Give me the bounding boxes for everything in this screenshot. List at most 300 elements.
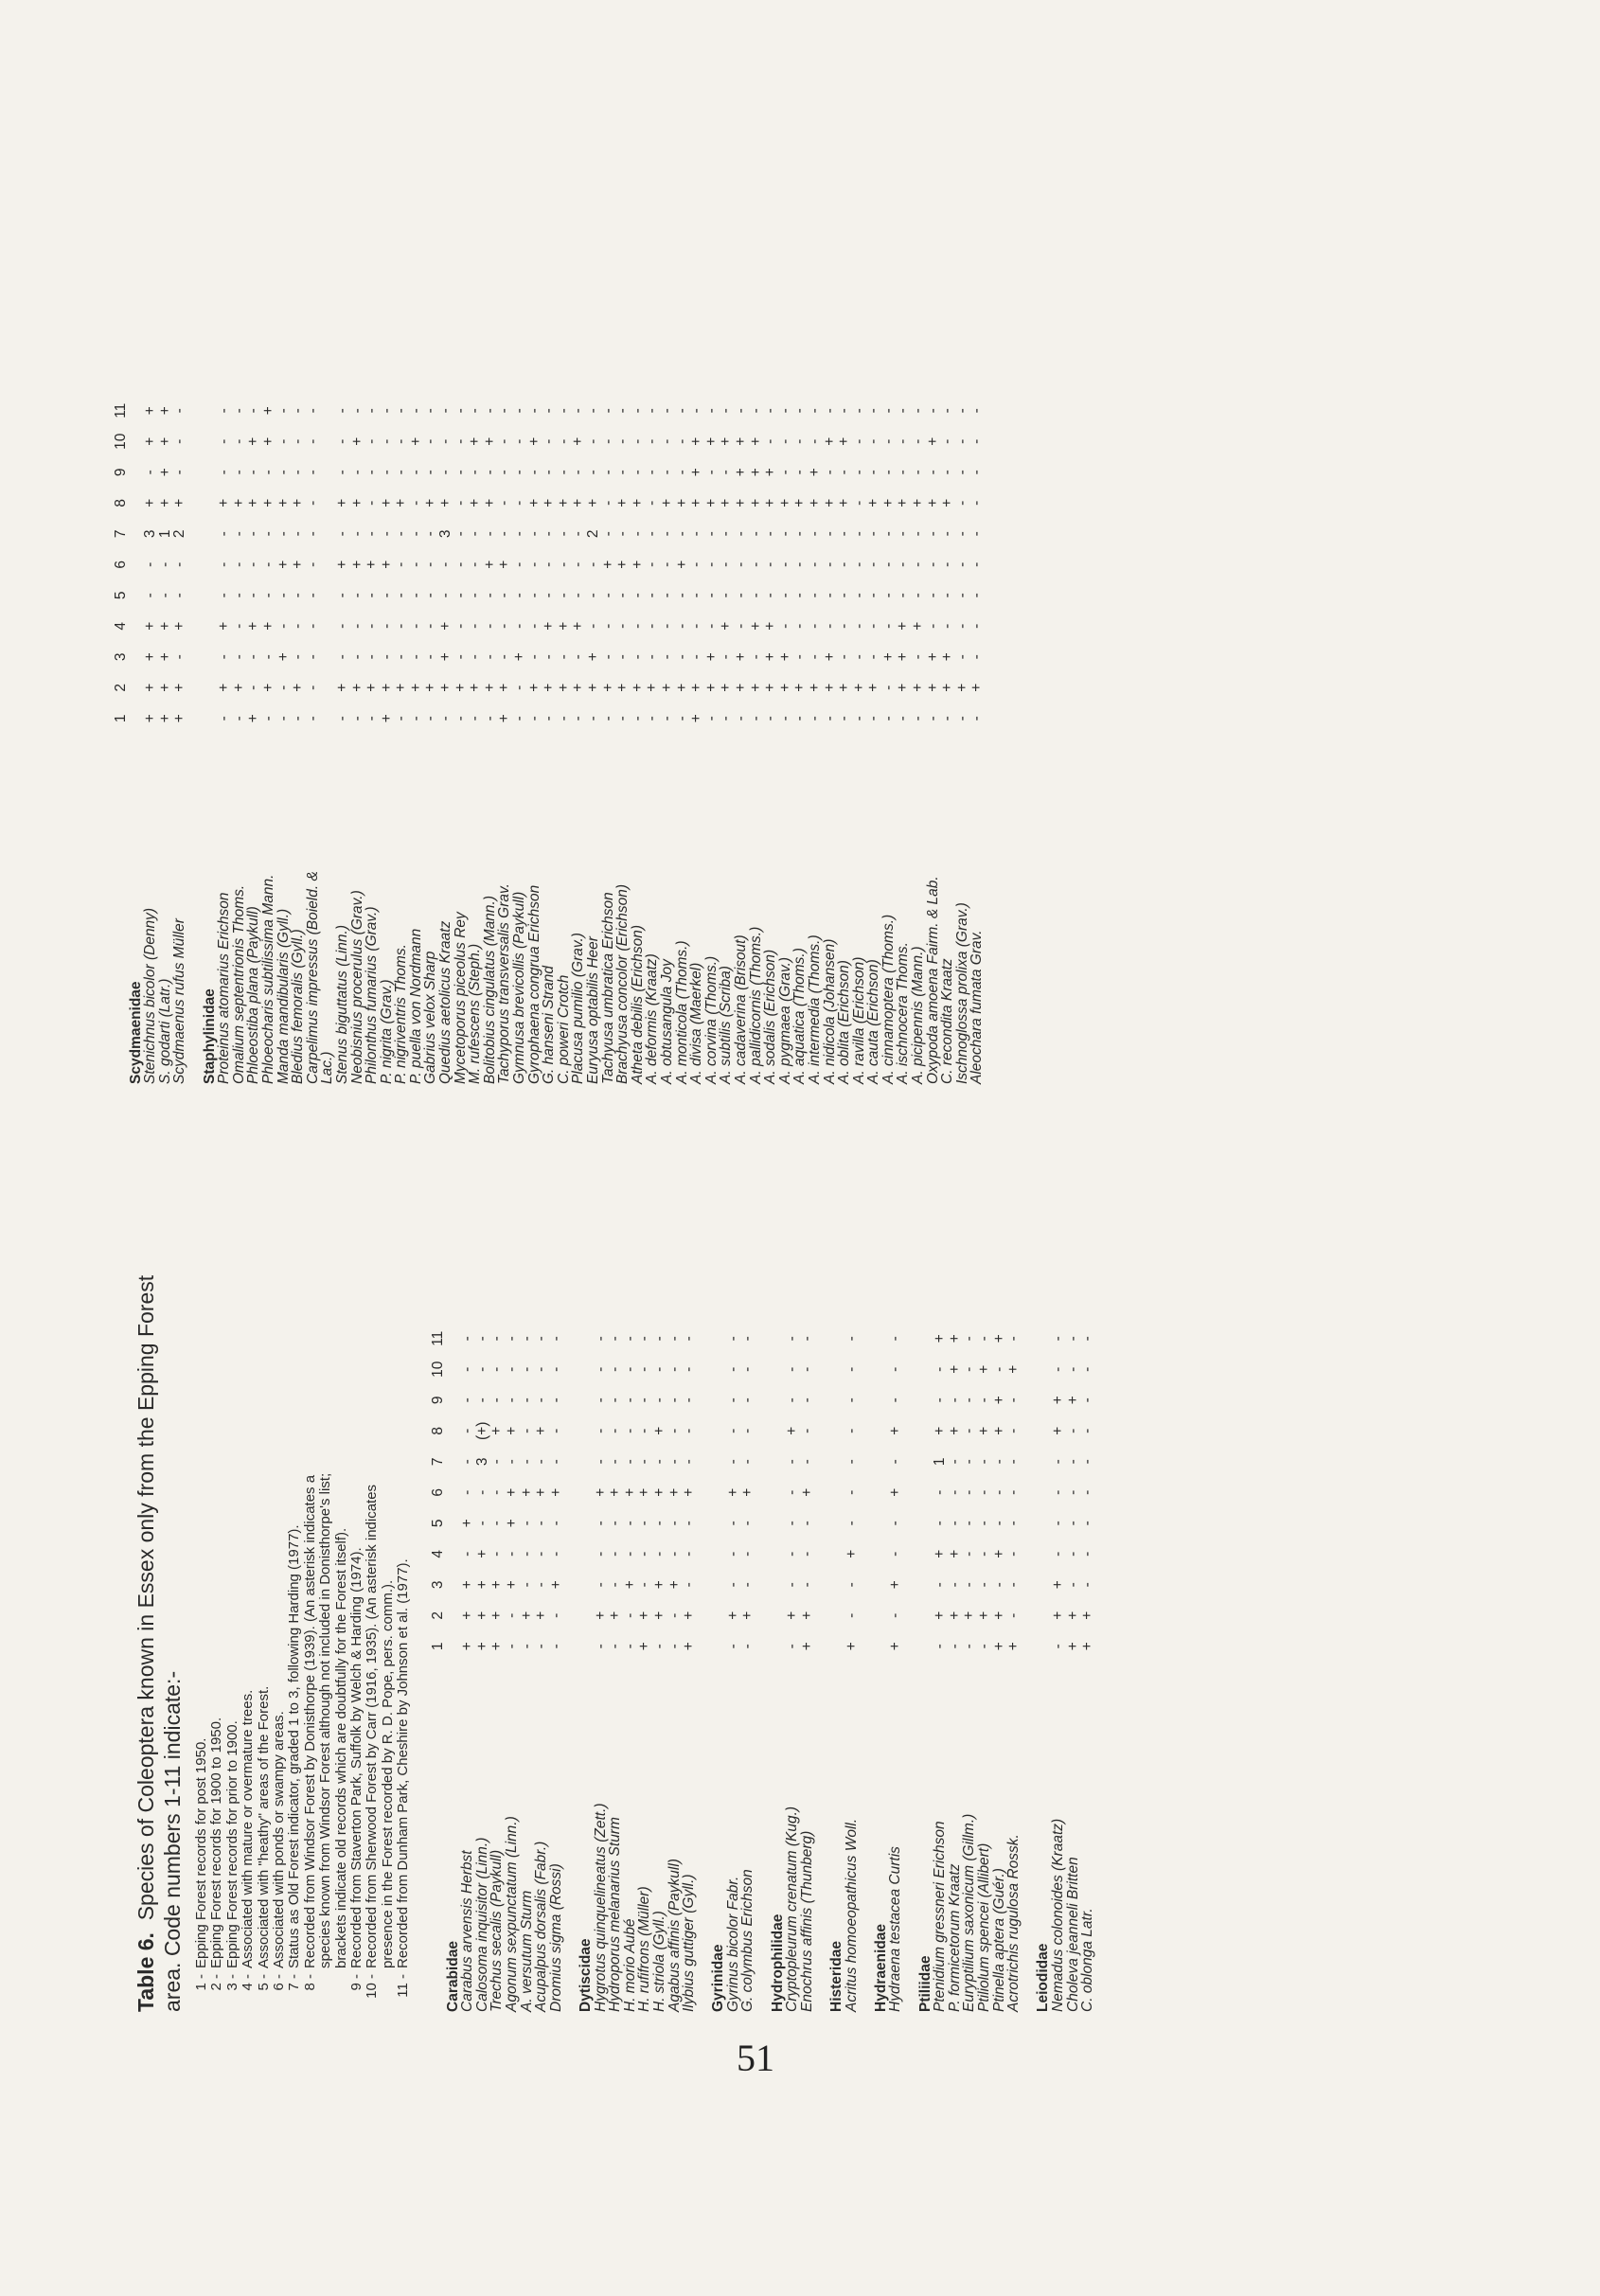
code-cell: -: [791, 531, 809, 537]
code-cell: -: [702, 623, 720, 629]
code-cell: -: [975, 1489, 992, 1495]
code-cell: -: [673, 593, 690, 598]
code-cell: -: [969, 654, 986, 660]
code-cell: -: [961, 1336, 978, 1342]
table-caption-2: area. Code numbers 1-11 indicate:-: [160, 1670, 185, 2012]
code-cell: +: [821, 498, 838, 507]
code-cell: -: [592, 1551, 609, 1557]
note-line: [240, 970, 256, 2012]
family-heading: [829, 1324, 844, 2013]
code-cell: -: [636, 1551, 653, 1557]
code-cell: -: [585, 408, 601, 414]
code-cell: -: [681, 1428, 698, 1433]
species-row: [143, 396, 158, 1085]
code-cell: -: [776, 716, 793, 721]
code-cell: -: [621, 1644, 638, 1649]
code-cell: -: [895, 438, 912, 444]
code-cell: -: [230, 531, 247, 537]
species-name: Quedius aetolicus Kraatz: [437, 920, 454, 1084]
species-row: [837, 396, 852, 1085]
species-name: Agabus affinis (Paykull): [666, 1859, 683, 2012]
code-cell: -: [614, 408, 631, 414]
species-row: [586, 396, 601, 1085]
species-name: A. aquatica (Thoms.): [791, 948, 809, 1084]
code-cell: -: [843, 1521, 860, 1526]
code-cell: +: [762, 683, 779, 692]
code-cell: -: [975, 1644, 992, 1649]
note-number: 2 -: [208, 1974, 225, 1991]
code-cell: +: [806, 498, 823, 507]
code-cell: -: [304, 531, 321, 537]
species-name: A. cauta (Erichson): [865, 959, 882, 1084]
code-cell: -: [843, 1366, 860, 1372]
code-cell: -: [629, 531, 646, 537]
code-cell: -: [585, 593, 601, 598]
code-cell: +: [650, 1580, 667, 1590]
code-cell: +: [275, 498, 292, 507]
species-row: [534, 1324, 549, 2013]
code-cell: -: [1064, 1551, 1081, 1557]
code-cell: +: [378, 714, 395, 723]
column-header: 9: [113, 468, 129, 477]
code-cell: -: [422, 623, 439, 629]
code-cell: -: [518, 1336, 535, 1342]
code-cell: -: [142, 593, 159, 598]
species-name: C. poweri Crotch: [555, 974, 572, 1084]
code-cell: -: [681, 1397, 698, 1403]
code-cell: +: [776, 652, 793, 662]
code-cell: -: [806, 623, 823, 629]
code-cell: +: [570, 683, 587, 692]
code-cell: -: [348, 654, 365, 660]
species-row: [682, 1324, 697, 2013]
code-cell: +: [503, 1487, 520, 1497]
code-cell: -: [650, 1459, 667, 1465]
code-cell: -: [614, 716, 631, 721]
species-name: H. rufifrons (Müller): [636, 1886, 653, 2012]
code-notes: [194, 970, 412, 2012]
code-cell: -: [364, 654, 381, 660]
code-cell: +: [636, 1642, 653, 1651]
code-cell: +: [533, 1611, 550, 1620]
code-cell: -: [776, 561, 793, 567]
species-name: Carabus arvensis Herbst: [459, 1850, 476, 2012]
species-name: H. striola (Gyll.): [650, 1911, 667, 2012]
species-name: A. oblita (Erichson): [836, 960, 853, 1084]
code-cell: -: [961, 1428, 978, 1433]
code-cell: +: [895, 621, 912, 631]
species-row: [749, 396, 764, 1085]
code-cell: -: [924, 716, 941, 721]
code-cell: +: [459, 1642, 476, 1651]
column-header: 1: [113, 714, 129, 723]
code-cell: -: [555, 561, 572, 567]
code-cell: -: [407, 500, 424, 506]
code-cell: -: [393, 654, 410, 660]
species-row: [800, 1324, 815, 2013]
family-heading: [578, 1324, 594, 2013]
code-cell: -: [459, 1397, 476, 1403]
code-cell: +: [171, 683, 188, 692]
code-cell: +: [541, 498, 558, 507]
code-cell: +: [739, 1611, 756, 1620]
code-cell: -: [503, 1644, 520, 1649]
code-cell: -: [275, 593, 292, 598]
code-cell: -: [348, 623, 365, 629]
code-cell: +: [378, 498, 395, 507]
code-cell: -: [275, 716, 292, 721]
code-cell: +: [290, 498, 307, 507]
species-row: [438, 396, 453, 1085]
species-name: Hygrotus quinquelineatus (Zett.): [592, 1803, 609, 2012]
code-cell: +: [156, 652, 173, 662]
code-cell: -: [481, 593, 498, 598]
code-cell: -: [555, 531, 572, 537]
species-row: [652, 1324, 667, 2013]
code-cell: -: [975, 1459, 992, 1465]
column-header: 8: [113, 498, 129, 507]
code-cell: +: [946, 1611, 963, 1620]
column-header: 5: [430, 1519, 446, 1528]
code-cell: +: [762, 621, 779, 631]
code-cell: -: [739, 1397, 756, 1403]
family-name: Ptiliidae: [916, 1955, 933, 2012]
code-cell: +: [732, 683, 749, 692]
species-name: A. picipennis (Mann.): [910, 946, 927, 1084]
code-cell: -: [378, 623, 395, 629]
species-row: [1080, 1324, 1095, 2013]
code-cell: +: [1079, 1611, 1096, 1620]
code-cell: -: [275, 685, 292, 690]
code-cell: -: [673, 470, 690, 475]
code-cell: -: [275, 470, 292, 475]
code-cell: -: [533, 1366, 550, 1372]
code-cell: -: [1064, 1366, 1081, 1372]
code-cell: +: [650, 1611, 667, 1620]
code-cell: -: [518, 1366, 535, 1372]
code-cell: -: [724, 1336, 741, 1342]
species-row: [380, 396, 395, 1085]
code-cell: -: [990, 1489, 1007, 1495]
code-cell: +: [688, 498, 705, 507]
species-name: Placusa pumilio (Grav.): [570, 933, 587, 1084]
code-cell: -: [953, 470, 970, 475]
code-cell: -: [887, 1459, 904, 1465]
species-row: [888, 1324, 903, 2013]
species-row: [261, 396, 276, 1085]
note-number: 10 -: [364, 1974, 381, 1999]
code-cell: -: [364, 531, 381, 537]
code-cell: -: [975, 1397, 992, 1403]
code-cell: -: [747, 408, 764, 414]
species-row: [608, 1324, 623, 2013]
code-cell: -: [850, 716, 867, 721]
code-cell: -: [644, 470, 661, 475]
code-cell: -: [525, 716, 542, 721]
code-cell: -: [614, 438, 631, 444]
code-cell: +: [1079, 1642, 1096, 1651]
code-cell: -: [865, 623, 882, 629]
code-cell: -: [724, 1521, 741, 1526]
species-row: [637, 1324, 652, 2013]
code-cell: -: [806, 408, 823, 414]
note-number: [381, 1968, 396, 2012]
code-cell: -: [304, 500, 321, 506]
code-cell: +: [156, 621, 173, 631]
code-cell: -: [666, 1612, 683, 1618]
code-cell: -: [880, 438, 897, 444]
code-cell: -: [658, 561, 675, 567]
code-cell: -: [216, 531, 233, 537]
code-cell: -: [910, 531, 927, 537]
code-cell: -: [459, 1459, 476, 1465]
note-line: [225, 970, 240, 2012]
code-cell: -: [393, 561, 410, 567]
code-cell: +: [142, 683, 159, 692]
code-cell: -: [975, 1551, 992, 1557]
code-cell: -: [658, 408, 675, 414]
code-cell: +: [555, 498, 572, 507]
code-cell: +: [333, 498, 350, 507]
code-cell: -: [961, 1582, 978, 1588]
column-header: 5: [113, 591, 129, 600]
code-cell: -: [666, 1336, 683, 1342]
code-cell: -: [644, 500, 661, 506]
note-line: [209, 970, 224, 2012]
code-cell: -: [1049, 1644, 1066, 1649]
code-cell: -: [953, 654, 970, 660]
note-number: 1 -: [193, 1974, 209, 1991]
code-cell: -: [378, 408, 395, 414]
code-cell: -: [348, 593, 365, 598]
code-cell: +: [644, 683, 661, 692]
code-cell: +: [836, 683, 853, 692]
code-cell: -: [880, 716, 897, 721]
species-name: Acrotrichis rugulosa Rossk.: [1005, 1834, 1022, 2012]
code-cell: -: [939, 716, 956, 721]
code-cell: [320, 703, 335, 735]
code-cell: -: [230, 593, 247, 598]
code-cell: -: [518, 1459, 535, 1465]
code-cell: -: [821, 593, 838, 598]
code-cell: -: [658, 716, 675, 721]
code-cell: +: [614, 683, 631, 692]
code-cell: -: [422, 561, 439, 567]
code-cell: -: [739, 1428, 756, 1433]
code-cell: -: [961, 1459, 978, 1465]
code-cell: -: [650, 1366, 667, 1372]
code-cell: -: [555, 470, 572, 475]
code-cell: -: [806, 593, 823, 598]
code-cell: -: [570, 408, 587, 414]
code-cell: +: [245, 436, 262, 446]
code-cell: -: [621, 1336, 638, 1342]
code-cell: -: [776, 408, 793, 414]
code-cell: -: [230, 716, 247, 721]
code-cell: +: [592, 1611, 609, 1620]
species-row: [158, 396, 173, 1085]
species-row: [792, 396, 808, 1085]
code-cell: -: [171, 561, 188, 567]
table-caption: Species of Coleoptera known in Essex only from the Epping Forest: [133, 1274, 158, 1921]
species-name: Acupalpus dorsalis (Fabr.): [533, 1841, 550, 2012]
code-cell: -: [644, 561, 661, 567]
code-cell: -: [364, 470, 381, 475]
code-cell: -: [275, 408, 292, 414]
note-text: presence in the Forest recorded by R. D. Pope, pers. comm.).: [379, 1579, 396, 1968]
code-cell: -: [843, 1428, 860, 1433]
code-cell: -: [658, 623, 675, 629]
code-cell: -: [762, 716, 779, 721]
code-cell: -: [511, 561, 528, 567]
code-cell: -: [791, 561, 809, 567]
code-cell: -: [961, 1644, 978, 1649]
left-table: [431, 1324, 1095, 2013]
code-cell: +: [762, 498, 779, 507]
code-cell: -: [910, 654, 927, 660]
code-cell: -: [821, 716, 838, 721]
species-name: Scydmaenus rufus Müller: [171, 918, 188, 1084]
code-cell: -: [511, 438, 528, 444]
species-name: A. nidicola (Johansen): [821, 938, 838, 1084]
code-cell: -: [850, 500, 867, 506]
code-cell: -: [843, 1397, 860, 1403]
code-cell: +: [732, 652, 749, 662]
species-name: Acritus homoeopathicus Woll.: [843, 1818, 860, 2012]
code-cell: -: [259, 531, 276, 537]
code-cell: +: [585, 498, 601, 507]
code-cell: -: [525, 593, 542, 598]
code-cell: -: [784, 1644, 801, 1649]
code-cell: -: [850, 654, 867, 660]
code-cell: -: [525, 654, 542, 660]
code-cell: +: [688, 683, 705, 692]
code-cell: +: [437, 652, 454, 662]
species-name: Mycetoporus piceolus Rey: [452, 912, 469, 1084]
code-cell: +: [1005, 1364, 1022, 1374]
code-cell: -: [732, 561, 749, 567]
species-row: [512, 396, 527, 1085]
code-cell: -: [275, 438, 292, 444]
code-cell: -: [422, 654, 439, 660]
code-cell: 2: [171, 529, 188, 539]
code-cell: -: [762, 561, 779, 567]
code-cell: -: [924, 408, 941, 414]
code-cell: (+): [473, 1421, 490, 1440]
code-cell: -: [496, 531, 513, 537]
code-cell: -: [673, 716, 690, 721]
species-row: [962, 1324, 977, 2013]
code-cell: -: [333, 623, 350, 629]
code-cell: -: [489, 1336, 506, 1342]
code-cell: +: [688, 468, 705, 477]
code-cell: -: [518, 1397, 535, 1403]
species-row: [460, 1324, 475, 2013]
code-cell: -: [702, 716, 720, 721]
code-cell: -: [333, 470, 350, 475]
code-cell: +: [156, 468, 173, 477]
code-cell: -: [724, 1397, 741, 1403]
code-cell: -: [614, 593, 631, 598]
code-cell: -: [961, 1521, 978, 1526]
code-cell: -: [467, 593, 484, 598]
code-cell: -: [607, 1336, 624, 1342]
code-cell: +: [245, 714, 262, 723]
code-cell: -: [975, 1582, 992, 1588]
column-header: 3: [113, 652, 129, 662]
code-cell: +: [259, 436, 276, 446]
right-table: [114, 396, 985, 1085]
code-cell: -: [1049, 1521, 1066, 1526]
code-cell: -: [969, 531, 986, 537]
species-name: Stenus biguttatus (Linn.): [333, 924, 350, 1084]
code-cell: -: [673, 654, 690, 660]
code-cell: +: [142, 498, 159, 507]
species-row: [645, 396, 660, 1085]
code-cell: -: [452, 593, 469, 598]
code-cell: -: [607, 1459, 624, 1465]
code-cell: -: [585, 623, 601, 629]
species-row: [969, 396, 985, 1085]
code-cell: +: [142, 652, 159, 662]
code-cell: +: [290, 683, 307, 692]
species-row: [1066, 1324, 1081, 2013]
code-cell: -: [850, 593, 867, 598]
species-row: [542, 396, 557, 1085]
code-cell: -: [614, 470, 631, 475]
code-cell: +: [673, 683, 690, 692]
code-cell: +: [437, 498, 454, 507]
note-number: [318, 1968, 333, 2012]
code-cell: -: [304, 654, 321, 660]
code-cell: -: [364, 623, 381, 629]
code-cell: -: [946, 1489, 963, 1495]
code-cell: +: [636, 1611, 653, 1620]
note-line: [349, 970, 364, 2012]
code-cell: +: [887, 1426, 904, 1435]
code-cell: -: [348, 716, 365, 721]
row-gap: [697, 1324, 712, 2013]
species-row: [527, 396, 542, 1085]
code-cell: -: [791, 438, 809, 444]
code-cell: -: [621, 1521, 638, 1526]
code-cell: -: [784, 1489, 801, 1495]
species-row: [823, 396, 838, 1085]
code-cell: -: [459, 1551, 476, 1557]
code-cell: -: [843, 1612, 860, 1618]
code-cell: +: [364, 560, 381, 569]
code-cell: -: [821, 531, 838, 537]
code-cell: -: [784, 1551, 801, 1557]
species-name: Choleva jeanneli Britten: [1064, 1857, 1081, 2012]
code-cell: -: [747, 593, 764, 598]
code-cell: -: [599, 470, 616, 475]
code-cell: +: [910, 683, 927, 692]
code-cell: -: [666, 1644, 683, 1649]
code-cell: -: [1005, 1521, 1022, 1526]
code-cell: -: [629, 408, 646, 414]
code-cell: +: [525, 683, 542, 692]
code-cell: -: [650, 1521, 667, 1526]
note-line: [194, 970, 209, 2012]
code-cell: -: [216, 470, 233, 475]
code-cell: +: [599, 560, 616, 569]
code-cell: -: [230, 470, 247, 475]
species-row: [475, 1324, 490, 2013]
code-cell: -: [570, 470, 587, 475]
code-cell: -: [171, 654, 188, 660]
note-number: 6 -: [271, 1974, 288, 1991]
